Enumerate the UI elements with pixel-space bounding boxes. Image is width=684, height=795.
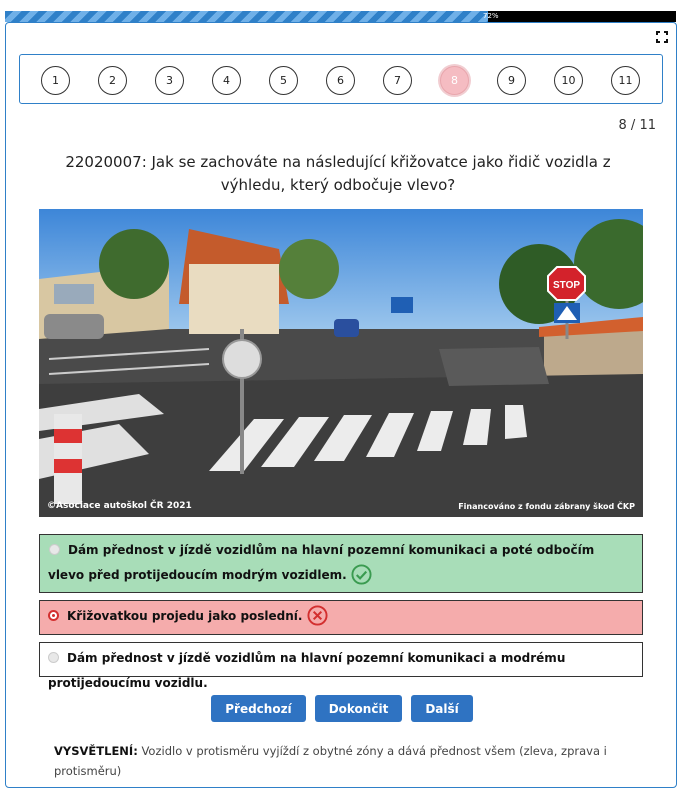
question-navigation <box>19 54 663 104</box>
watermark-right: Financováno z fondu zábrany škod ČKP <box>458 502 635 511</box>
answer-option-3[interactable] <box>39 642 643 690</box>
question-nav-9[interactable]: 9 <box>497 66 526 95</box>
answer-text: Dám přednost v jízdě vozidlům na hlavní pozemní komunikaci a poté odbočím vlevo před protijedoucím modrým vozidlem. <box>48 543 595 582</box>
answer-text: Křižovatkou projedu jako poslední. <box>67 609 303 623</box>
next-button[interactable]: Další <box>411 695 472 722</box>
check-circle-icon <box>351 564 372 585</box>
question-nav-3[interactable]: 3 <box>155 66 184 95</box>
question-nav-10[interactable]: 10 <box>554 66 583 95</box>
explanation-label: VYSVĚTLENÍ: <box>54 744 138 758</box>
progress-label: 72% <box>483 12 499 20</box>
fullscreen-icon[interactable] <box>656 31 668 43</box>
x-circle-icon <box>307 605 328 626</box>
answer-text: Dám přednost v jízdě vozidlům na hlavní pozemní komunikaci a modrému protijedoucímu vozidlu. <box>48 651 566 690</box>
question-photo <box>39 209 643 517</box>
question-text: 22020007: Jak se zachováte na následující křižovatce jako řidič vozidla z výhledu, který odbočuje vlevo? <box>65 153 611 194</box>
answer-option-1[interactable] <box>39 534 643 593</box>
intersection-scene <box>39 209 643 517</box>
navigation-buttons <box>6 695 678 722</box>
question-nav-2[interactable]: 2 <box>98 66 127 95</box>
finish-button[interactable]: Dokončit <box>315 695 403 722</box>
progress-fill <box>5 11 488 22</box>
explanation <box>54 741 614 781</box>
question-nav-5[interactable]: 5 <box>269 66 298 95</box>
question-nav-7[interactable]: 7 <box>383 66 412 95</box>
radio-button[interactable] <box>48 652 59 663</box>
explanation-text: Vozidlo v protisměru vyjíždí z obytné zóny a dává přednost všem (zleva, zprava i protisměru) <box>54 744 607 778</box>
answer-option-2[interactable] <box>39 600 643 635</box>
radio-button-selected[interactable] <box>48 610 59 621</box>
question-nav-6[interactable]: 6 <box>326 66 355 95</box>
question-counter: 8 / 11 <box>618 118 656 133</box>
question-nav-4[interactable]: 4 <box>212 66 241 95</box>
previous-button[interactable]: Předchozí <box>211 695 305 722</box>
stop-sign-text: STOP <box>552 280 581 291</box>
quiz-card <box>5 22 677 788</box>
question-nav-1[interactable]: 1 <box>41 66 70 95</box>
radio-button[interactable] <box>49 544 60 555</box>
progress-bar <box>5 11 676 22</box>
question-nav-11[interactable]: 11 <box>611 66 640 95</box>
question-nav-8-current[interactable]: 8 <box>440 66 469 95</box>
watermark-left: ©Asociace autoškol ČR 2021 <box>47 501 192 511</box>
